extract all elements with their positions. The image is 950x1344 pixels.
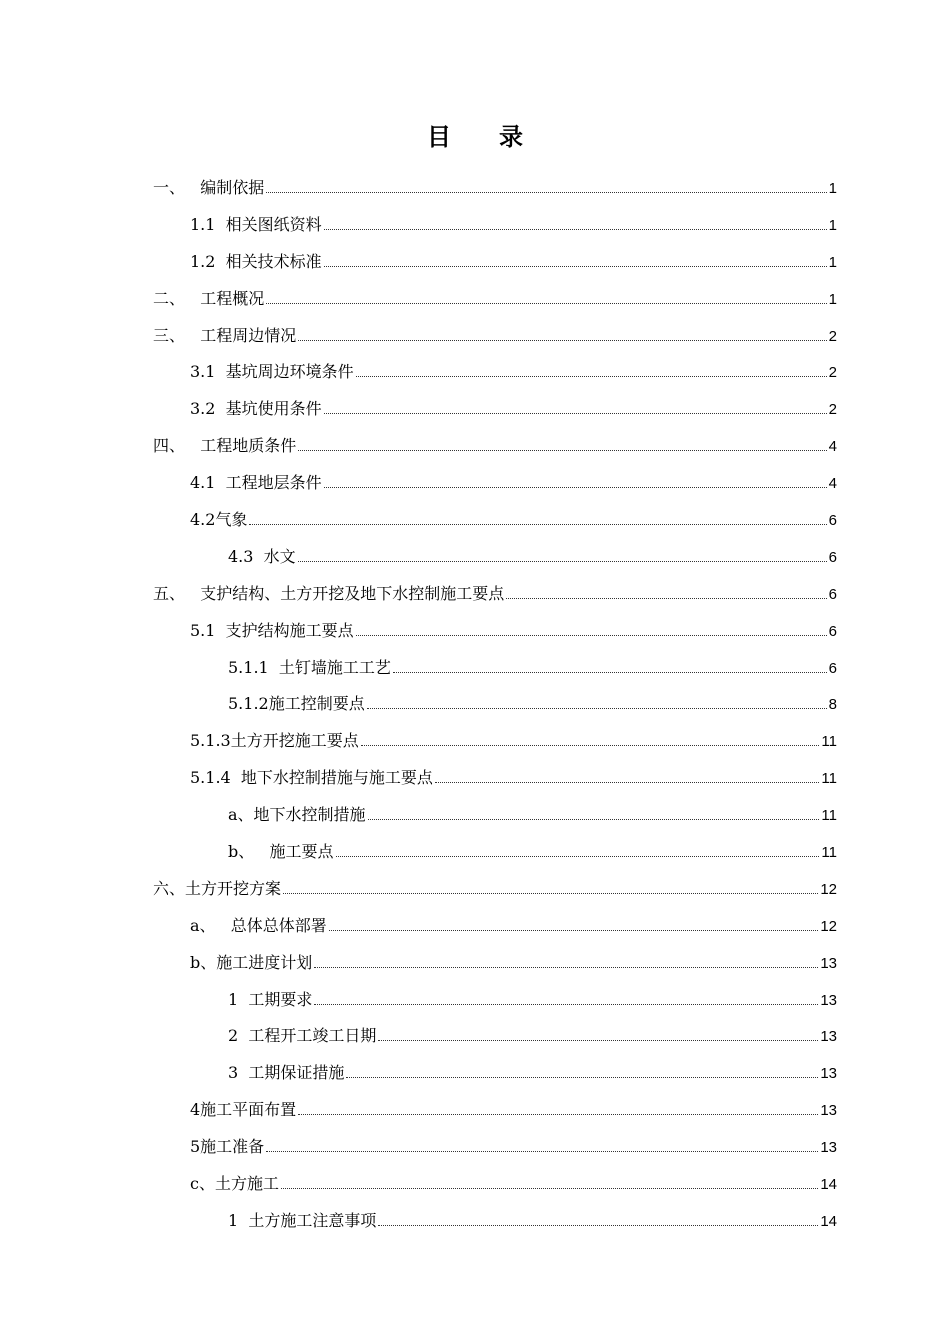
toc-entry-label: 4施工平面布置 [190, 1100, 297, 1120]
toc-page-number: 4 [828, 475, 837, 493]
toc-page-number: 11 [821, 843, 837, 861]
toc-entry[interactable] [0, 721, 950, 758]
toc-page-number: 11 [821, 770, 837, 788]
toc-entry-label: 五、 支护结构、土方开挖及地下水控制施工要点 [153, 583, 505, 603]
toc-entry-row [153, 175, 950, 198]
toc-page-number: 11 [821, 733, 837, 751]
toc-page-number: 1 [828, 290, 837, 308]
toc-leader-dots [324, 229, 827, 230]
table-of-contents [0, 168, 950, 1238]
toc-leader-dots [378, 1040, 818, 1041]
toc-entry-label: 4.2气象 [190, 509, 248, 529]
toc-leader-dots [336, 856, 820, 857]
toc-leader-dots [329, 930, 819, 931]
toc-entry-row [228, 987, 950, 1010]
toc-entry[interactable] [0, 611, 950, 648]
toc-leader-dots [249, 524, 826, 525]
toc-entry-row [190, 618, 950, 641]
toc-entry-row [153, 323, 950, 346]
toc-leader-dots [367, 708, 827, 709]
toc-entry-row [228, 1023, 950, 1046]
toc-leader-dots [314, 1004, 818, 1005]
toc-leader-dots [393, 672, 827, 673]
toc-page-number: 13 [820, 954, 837, 972]
toc-entry-row [153, 876, 950, 899]
toc-page-number: 12 [820, 880, 837, 898]
toc-entry[interactable] [0, 906, 950, 943]
toc-leader-dots [361, 745, 820, 746]
toc-entry[interactable] [0, 463, 950, 500]
toc-entry[interactable] [0, 943, 950, 980]
toc-entry-row [190, 212, 950, 235]
toc-leader-dots [283, 893, 818, 894]
toc-entry-label: 5.1 支护结构施工要点 [190, 620, 354, 640]
toc-entry[interactable] [0, 1016, 950, 1053]
toc-page-number: 13 [820, 991, 837, 1009]
toc-entry-label: 5.1.1 土钉墙施工工艺 [228, 657, 391, 677]
toc-page-number: 1 [828, 179, 837, 197]
toc-entry-row [153, 581, 950, 604]
toc-title: 目 录 [427, 123, 523, 151]
toc-entry-label: 1 土方施工注意事项 [228, 1210, 377, 1230]
toc-leader-dots [266, 192, 826, 193]
toc-entry-row [190, 507, 950, 530]
toc-entry-row [190, 728, 950, 751]
toc-entry[interactable] [0, 205, 950, 242]
toc-entry-row [190, 359, 950, 382]
toc-entry-row [190, 470, 950, 493]
toc-page-number: 4 [828, 438, 837, 456]
toc-leader-dots [368, 819, 820, 820]
toc-entry-row [190, 249, 950, 272]
toc-page-number: 6 [828, 585, 837, 603]
toc-leader-dots [324, 413, 827, 414]
toc-entry-label: 一、 编制依据 [153, 177, 265, 197]
toc-page-number: 12 [820, 917, 837, 935]
toc-entry-label: b、施工进度计划 [190, 952, 313, 972]
toc-page-number: 13 [820, 1065, 837, 1083]
toc-entry-label: c、土方施工 [190, 1173, 279, 1193]
toc-entry[interactable] [0, 279, 950, 316]
toc-entry[interactable] [0, 980, 950, 1017]
toc-entry-label: 4.1 工程地层条件 [190, 473, 322, 493]
toc-leader-dots [314, 967, 818, 968]
toc-entry-label: 三、 工程周边情况 [153, 325, 297, 345]
toc-entry[interactable] [0, 242, 950, 279]
toc-entry-label: 二、 工程概况 [153, 288, 265, 308]
toc-entry-row [190, 1134, 950, 1157]
toc-entry-row [190, 765, 950, 788]
toc-entry[interactable] [0, 1164, 950, 1201]
toc-entry-row [153, 433, 950, 456]
toc-leader-dots [281, 1188, 818, 1189]
toc-entry-label: 2 工程开工竣工日期 [228, 1026, 377, 1046]
toc-page-number: 6 [828, 622, 837, 640]
toc-entry-label: 1.1 相关图纸资料 [190, 214, 322, 234]
toc-leader-dots [356, 376, 827, 377]
toc-entry[interactable] [0, 869, 950, 906]
toc-page-number: 2 [828, 364, 837, 382]
toc-leader-dots [435, 782, 820, 783]
toc-entry-label: 3.1 基坑周边环境条件 [190, 362, 354, 382]
toc-entry-label: 六、土方开挖方案 [153, 878, 282, 898]
toc-entry[interactable] [0, 537, 950, 574]
toc-leader-dots [298, 561, 827, 562]
toc-page-number: 14 [820, 1175, 837, 1193]
toc-entry-label: 四、 工程地质条件 [153, 436, 297, 456]
toc-entry-label: a、 总体总体部署 [190, 915, 327, 935]
toc-leader-dots [356, 635, 827, 636]
toc-entry[interactable] [0, 1201, 950, 1238]
toc-entry-row [228, 1060, 950, 1083]
toc-entry-label: 3 工期保证措施 [228, 1063, 345, 1083]
toc-page-number: 8 [828, 696, 837, 714]
toc-entry-row [190, 913, 950, 936]
toc-entry[interactable] [0, 832, 950, 869]
toc-page-number: 13 [820, 1028, 837, 1046]
toc-leader-dots [324, 266, 827, 267]
toc-entry-label: 5.1.3土方开挖施工要点 [190, 731, 359, 751]
toc-leader-dots [346, 1077, 818, 1078]
toc-leader-dots [266, 303, 826, 304]
toc-page-number: 13 [820, 1139, 837, 1157]
toc-leader-dots [298, 340, 826, 341]
toc-entry[interactable] [0, 389, 950, 426]
toc-entry-label: 1.2 相关技术标准 [190, 251, 322, 271]
toc-entry-row [228, 655, 950, 678]
toc-entry-label: 5.1.2施工控制要点 [228, 694, 365, 714]
toc-page-number: 13 [820, 1102, 837, 1120]
toc-entry-row [190, 950, 950, 973]
toc-leader-dots [266, 1151, 818, 1152]
toc-entry[interactable] [0, 352, 950, 389]
toc-entry-row [228, 1208, 950, 1231]
toc-page-number: 6 [828, 511, 837, 529]
toc-page-number: 1 [828, 216, 837, 234]
toc-entry-label: 3.2 基坑使用条件 [190, 399, 322, 419]
toc-entry[interactable] [0, 574, 950, 611]
toc-page-number: 2 [828, 327, 837, 345]
toc-entry-label: 5施工准备 [190, 1137, 265, 1157]
toc-leader-dots [298, 450, 826, 451]
toc-entry[interactable] [0, 316, 950, 353]
toc-entry[interactable] [0, 758, 950, 795]
toc-entry-label: a、地下水控制措施 [228, 805, 366, 825]
toc-entry-row [228, 544, 950, 567]
toc-page-number: 6 [828, 548, 837, 566]
toc-page-number: 6 [828, 659, 837, 677]
toc-entry-row [228, 802, 950, 825]
toc-entry[interactable] [0, 1053, 950, 1090]
toc-page-number: 11 [821, 807, 837, 825]
toc-entry-row [228, 839, 950, 862]
toc-entry[interactable] [0, 684, 950, 721]
toc-entry-label: b、 施工要点 [228, 841, 334, 861]
toc-entry-row [190, 1171, 950, 1194]
toc-entry-label: 5.1.4 地下水控制措施与施工要点 [190, 768, 433, 788]
toc-entry-label: 4.3 水文 [228, 546, 296, 566]
toc-leader-dots [324, 487, 827, 488]
toc-entry-row [228, 691, 950, 714]
toc-entry-row [153, 286, 950, 309]
toc-entry-row [190, 1097, 950, 1120]
toc-entry[interactable] [0, 1090, 950, 1127]
toc-leader-dots [378, 1225, 818, 1226]
toc-leader-dots [298, 1114, 818, 1115]
toc-entry-row [190, 396, 950, 419]
toc-entry[interactable] [0, 500, 950, 537]
toc-entry[interactable] [0, 426, 950, 463]
toc-leader-dots [506, 598, 826, 599]
toc-entry[interactable] [0, 168, 950, 205]
toc-entry[interactable] [0, 795, 950, 832]
toc-entry-label: 1 工期要求 [228, 989, 313, 1009]
toc-page-number: 1 [828, 253, 837, 271]
toc-entry[interactable] [0, 1127, 950, 1164]
toc-page-number: 14 [820, 1212, 837, 1230]
toc-entry[interactable] [0, 648, 950, 685]
toc-page-number: 2 [828, 401, 837, 419]
